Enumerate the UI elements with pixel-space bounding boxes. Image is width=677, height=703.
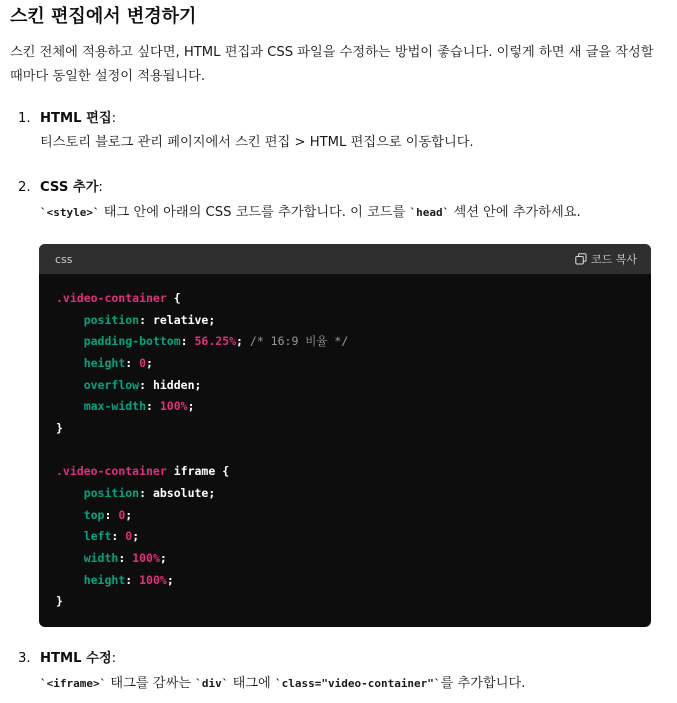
code-value: 100% bbox=[139, 572, 167, 587]
code-prop: position bbox=[83, 485, 140, 500]
code-prop: padding-bottom bbox=[83, 334, 181, 349]
step-2-text-b: 섹션 안에 추가하세요. bbox=[449, 205, 581, 220]
copy-code-label: 코드 복사 bbox=[590, 253, 637, 266]
code-selector-1: .video-container bbox=[56, 291, 167, 305]
copy-code-button[interactable] bbox=[575, 251, 637, 267]
code-prop: height bbox=[83, 572, 126, 587]
code-value: 100% bbox=[159, 399, 188, 414]
code-prop: position bbox=[83, 312, 140, 327]
code-prop: width bbox=[83, 550, 119, 565]
inline-code-div: `div` bbox=[195, 677, 229, 690]
step-1-title-text: HTML 편집 bbox=[40, 111, 112, 126]
step-3-text-c: 를 추가합니다. bbox=[440, 676, 526, 691]
inline-code-style: `<style>` bbox=[40, 206, 100, 219]
step-1-title: HTML 편집: bbox=[40, 111, 117, 126]
step-1-description: 티스토리 블로그 관리 페이지에서 스킨 편집 > HTML 편집으로 이동합니다. bbox=[40, 135, 474, 150]
section-heading: 스킨 편집에서 변경하기 bbox=[10, 6, 197, 27]
step-3-title-text: HTML 수정 bbox=[40, 651, 112, 666]
code-value: absolute bbox=[152, 485, 209, 500]
code-selector-2: .video-container bbox=[56, 464, 167, 479]
copy-icon bbox=[575, 253, 587, 265]
step-2-text-a: 태그 안에 아래의 CSS 코드를 추가합니다. 이 코드를 bbox=[99, 205, 410, 220]
code-value: relative bbox=[152, 312, 209, 327]
step-2-title: CSS 추가: bbox=[40, 180, 103, 195]
step-1-number: 1. bbox=[18, 111, 31, 126]
step-3-description bbox=[40, 673, 525, 695]
code-selector-2-tail: iframe bbox=[173, 464, 216, 479]
code-prop: height bbox=[83, 355, 126, 370]
code-content: .video-container { position: relative; padding-bottom: 56.25%; /* 16:9 비율 */ height: 0; overflow: hidden; max-width: 100%; } .video-container iframe { position: absolute; top: 0; left: 0; width: 100%; height: 100%; } bbox=[56, 291, 349, 609]
code-value: 0 bbox=[118, 507, 126, 522]
inline-code-iframe: `<iframe>` bbox=[40, 677, 107, 690]
code-value: 0 bbox=[139, 355, 147, 370]
code-value: 100% bbox=[132, 550, 160, 565]
step-3-text-b: 태그에 bbox=[228, 676, 275, 691]
inline-code-class: `class="video-container"` bbox=[274, 677, 441, 690]
inline-code-head: `head` bbox=[409, 206, 450, 219]
code-value: 56.25% bbox=[194, 334, 237, 349]
step-2-number: 2. bbox=[18, 180, 31, 195]
step-3-text-a: 태그를 감싸는 bbox=[106, 676, 196, 691]
code-prop: overflow bbox=[83, 377, 140, 392]
code-comment: /* 16:9 비율 */ bbox=[249, 334, 349, 349]
code-language-label: css bbox=[55, 252, 73, 266]
code-prop: top bbox=[83, 507, 105, 522]
step-2-description bbox=[40, 202, 581, 224]
code-value: hidden bbox=[152, 377, 195, 392]
code-prop: max-width bbox=[83, 399, 147, 414]
code-prop: left bbox=[83, 529, 112, 544]
step-2-title-text: CSS 추가 bbox=[40, 180, 99, 195]
step-3-number: 3. bbox=[18, 651, 31, 666]
code-block-header bbox=[39, 244, 651, 274]
code-block bbox=[39, 244, 651, 627]
step-3-title: HTML 수정: bbox=[40, 651, 117, 666]
code-value: 0 bbox=[125, 529, 133, 544]
intro-paragraph: 스킨 전체에 적용하고 싶다면, HTML 편집과 CSS 파일을 수정하는 방법이 좋습니다. 이렇게 하면 새 글을 작성할 때마다 동일한 설정이 적용됩니다. bbox=[10, 45, 654, 84]
